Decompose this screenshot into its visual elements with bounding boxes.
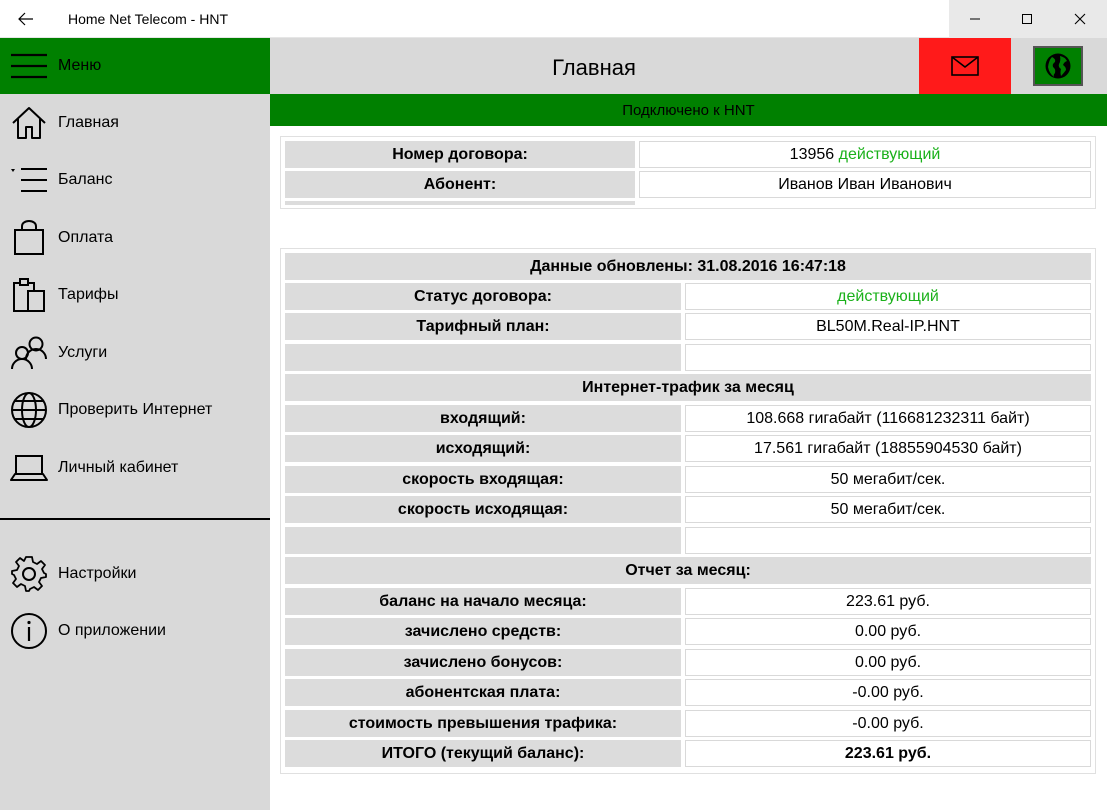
traffic-header-row [285,374,1091,401]
back-button[interactable] [0,0,52,38]
traffic-label: исходящий: [285,435,681,462]
updated-row [285,253,1091,280]
contract-number-value [639,141,1091,168]
traffic-row [285,405,1091,432]
page-title: Главная [552,55,636,80]
globe-icon [0,382,58,439]
data-updated-header: Данные обновлены: 31.08.2016 16:47:18 [285,253,1091,280]
back-arrow-icon [18,12,34,26]
subscriber-value: Иванов Иван Иванович [639,171,1091,198]
report-label: баланс на начало месяца: [285,588,681,615]
empty-value [685,344,1091,371]
home-icon [0,94,58,151]
minimize-icon [969,13,981,25]
window-controls [949,0,1107,38]
sidebar-item-label: Личный кабинет [58,458,179,476]
empty-row [285,527,1091,554]
panel-spacer [285,201,635,205]
contract-number: 13956 [789,145,835,163]
empty-row [285,344,1091,371]
messages-button[interactable] [919,38,1011,94]
shopping-bag-icon [0,209,58,266]
maximize-button[interactable] [1001,0,1053,38]
contract-status-value: действующий [685,283,1091,310]
total-value: 223.61 руб. [685,740,1091,767]
report-row [285,618,1091,645]
menu-label: Меню [58,57,102,74]
sidebar-item-tariffs[interactable] [0,267,270,325]
report-value: 0.00 руб. [685,618,1091,645]
sidebar-item-label: Оплата [58,228,114,246]
report-label: абонентская плата: [285,679,681,706]
close-button[interactable] [1053,0,1107,38]
clipboard-icon [0,267,58,324]
tariff-label: Тарифный план: [285,313,681,340]
mail-icon [951,56,979,76]
gear-icon [0,545,58,602]
sidebar-item-label: О приложении [58,622,166,640]
traffic-value: 50 мегабит/сек. [685,466,1091,493]
sidebar-item-label: Баланс [58,171,113,189]
traffic-row [285,466,1091,493]
window-title: Home Net Telecom - HNT [68,11,229,27]
traffic-value: 17.561 гигабайт (18855904530 байт) [685,435,1091,462]
balance-list-icon [0,152,58,209]
tariff-value: BL50M.Real-IP.HNT [685,313,1091,340]
empty-value [685,527,1091,554]
report-value: 0.00 руб. [685,649,1091,676]
sidebar-item-home[interactable] [0,94,270,152]
traffic-value: 50 мегабит/сек. [685,496,1091,523]
sidebar-item-about[interactable] [0,603,270,661]
contract-number-row [285,141,1091,168]
contract-panel [280,136,1096,209]
contract-status-row [285,283,1091,310]
minimize-button[interactable] [949,0,1001,38]
traffic-label: скорость входящая: [285,466,681,493]
sidebar-item-label: Проверить Интернет [58,401,213,419]
traffic-label: входящий: [285,405,681,432]
report-row [285,588,1091,615]
menu-toggle[interactable] [0,38,270,94]
sidebar-item-account[interactable] [0,439,270,497]
sidebar-item-label: Главная [58,113,119,131]
connection-button[interactable] [1033,46,1083,86]
traffic-row [285,496,1091,523]
traffic-header: Интернет-трафик за месяц [285,374,1091,401]
subscriber-label: Абонент: [285,171,635,198]
sidebar-item-services[interactable] [0,324,270,382]
contract-number-label: Номер договора: [285,141,635,168]
tariff-row [285,313,1091,340]
report-value: -0.00 руб. [685,679,1091,706]
maximize-icon [1021,13,1033,25]
report-header: Отчет за месяц: [285,557,1091,584]
hamburger-icon [0,38,58,94]
window-titlebar [0,0,1107,38]
sidebar-item-label: Услуги [58,343,108,361]
sidebar [0,38,270,810]
empty-label [285,527,681,554]
report-value: 223.61 руб. [685,588,1091,615]
total-row [285,740,1091,767]
total-label: ИТОГО (текущий баланс): [285,740,681,767]
report-row [285,710,1091,737]
sidebar-item-balance[interactable] [0,152,270,210]
traffic-row [285,435,1091,462]
globe-icon [1044,52,1072,80]
sidebar-item-payment[interactable] [0,209,270,267]
contract-status-label: Статус договора: [285,283,681,310]
sidebar-item-settings[interactable] [0,545,270,603]
sidebar-item-label: Тарифы [58,286,119,304]
people-icon [0,324,58,381]
close-icon [1074,13,1086,25]
info-icon [0,603,58,660]
report-label: стоимость превышения трафика: [285,710,681,737]
contract-state: действующий [838,145,941,163]
details-panel [280,248,1096,774]
subscriber-row [285,171,1091,198]
report-row [285,679,1091,706]
traffic-label: скорость исходящая: [285,496,681,523]
report-label: зачислено бонусов: [285,649,681,676]
main-content [270,126,1107,810]
report-value: -0.00 руб. [685,710,1091,737]
sidebar-bottom-nav [0,545,270,660]
sidebar-divider [0,518,270,520]
report-header-row [285,557,1091,584]
traffic-value: 108.668 гигабайт (116681232311 байт) [685,405,1091,432]
page-header [270,38,1107,94]
report-label: зачислено средств: [285,618,681,645]
sidebar-item-check-internet[interactable] [0,382,270,440]
sidebar-item-label: Настройки [58,564,137,582]
report-row [285,649,1091,676]
laptop-icon [0,439,58,496]
connection-status-bar: Подключено к HNT [270,94,1107,126]
empty-label [285,344,681,371]
